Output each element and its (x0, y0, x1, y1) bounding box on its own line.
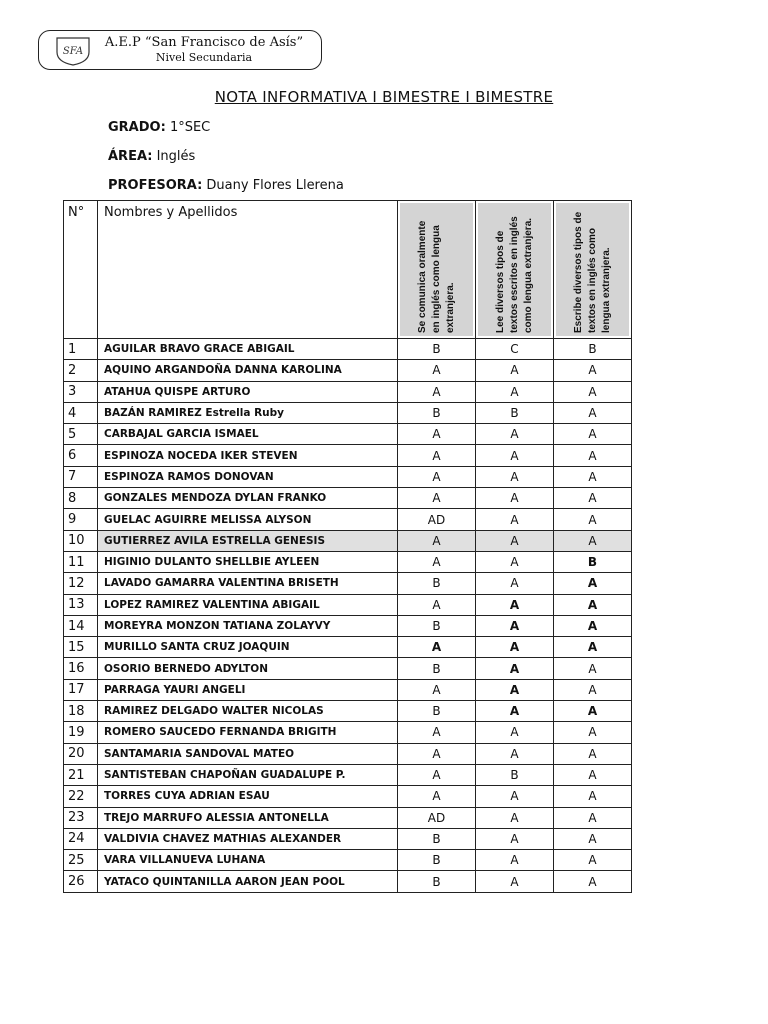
school-level: Nivel Secundaria (155, 51, 253, 64)
table-row (64, 850, 632, 871)
student-name: ROMERO SAUCEDO FERNANDA BRIGITH (98, 722, 398, 743)
grade-cell-competency-3: A (554, 701, 632, 722)
grade-cell-competency-1: B (398, 701, 476, 722)
table-row (64, 701, 632, 722)
row-number: 24 (64, 828, 98, 849)
grade-cell-competency-1: AD (398, 509, 476, 530)
table-header-row (64, 201, 632, 339)
row-number: 9 (64, 509, 98, 530)
student-name: SANTAMARIA SANDOVAL MATEO (98, 743, 398, 764)
row-number: 4 (64, 402, 98, 423)
grade-cell-competency-3: A (554, 424, 632, 445)
grade-cell-competency-2: A (476, 807, 554, 828)
student-name: HIGINIO DULANTO SHELLBIE AYLEEN (98, 551, 398, 572)
table-row (64, 360, 632, 381)
table-row (64, 424, 632, 445)
grade-cell-competency-3: A (554, 509, 632, 530)
grade-cell-competency-3: A (554, 764, 632, 785)
row-number: 5 (64, 424, 98, 445)
grade-cell-competency-2: A (476, 786, 554, 807)
grade-cell-competency-3: A (554, 743, 632, 764)
grade-cell-competency-1: A (398, 445, 476, 466)
grade-cell-competency-1: A (398, 381, 476, 402)
student-name: GUELAC AGUIRRE MELISSA ALYSON (98, 509, 398, 530)
grade-cell-competency-3: A (554, 381, 632, 402)
student-name: MOREYRA MONZON TATIANA ZOLAYVY (98, 615, 398, 636)
grade-cell-competency-3: A (554, 573, 632, 594)
area-value: Inglés (156, 149, 196, 164)
grade-cell-competency-1: A (398, 360, 476, 381)
grade-cell-competency-3: A (554, 594, 632, 615)
table-row (64, 573, 632, 594)
row-number: 16 (64, 658, 98, 679)
table-row (64, 679, 632, 700)
row-number: 25 (64, 850, 98, 871)
profesora-line (108, 178, 344, 193)
grade-cell-competency-2: A (476, 573, 554, 594)
student-name: CARBAJAL GARCIA ISMAEL (98, 424, 398, 445)
table-row (64, 743, 632, 764)
grade-cell-competency-2: A (476, 509, 554, 530)
grade-cell-competency-1: AD (398, 807, 476, 828)
student-name: TREJO MARRUFO ALESSIA ANTONELLA (98, 807, 398, 828)
row-number: 23 (64, 807, 98, 828)
row-number: 11 (64, 551, 98, 572)
row-number: 19 (64, 722, 98, 743)
grade-cell-competency-1: A (398, 466, 476, 487)
grade-cell-competency-3: A (554, 402, 632, 423)
row-number: 26 (64, 871, 98, 892)
grade-cell-competency-3: A (554, 637, 632, 658)
row-number: 14 (64, 615, 98, 636)
grade-cell-competency-1: B (398, 402, 476, 423)
grado-label: GRADO: (108, 120, 166, 135)
grade-cell-competency-2: A (476, 743, 554, 764)
student-name: MURILLO SANTA CRUZ JOAQUIN (98, 637, 398, 658)
table-row (64, 807, 632, 828)
grade-cell-competency-1: A (398, 488, 476, 509)
student-name: ESPINOZA RAMOS DONOVAN (98, 466, 398, 487)
grade-cell-competency-2: A (476, 360, 554, 381)
area-line (108, 149, 195, 164)
grade-cell-competency-2: C (476, 339, 554, 360)
table-row (64, 615, 632, 636)
student-name: VARA VILLANUEVA LUHANA (98, 850, 398, 871)
table-row (64, 339, 632, 360)
student-name: GUTIERREZ AVILA ESTRELLA GENESIS (98, 530, 398, 551)
table-row (64, 402, 632, 423)
student-name: AGUILAR BRAVO GRACE ABIGAIL (98, 339, 398, 360)
student-name: RAMIREZ DELGADO WALTER NICOLAS (98, 701, 398, 722)
row-number: 2 (64, 360, 98, 381)
header-name: Nombres y Apellidos (98, 201, 398, 339)
grade-cell-competency-1: A (398, 679, 476, 700)
row-number: 7 (64, 466, 98, 487)
competency-1-label: Se comunica oralmente en inglés como lengua extranjera. (416, 220, 456, 333)
grade-cell-competency-3: B (554, 551, 632, 572)
grade-cell-competency-2: A (476, 551, 554, 572)
grades-table (63, 200, 632, 893)
grade-cell-competency-3: A (554, 871, 632, 892)
profesora-label: PROFESORA: (108, 178, 203, 193)
page-title: NOTA INFORMATIVA I BIMESTRE I BIMESTRE (214, 88, 554, 106)
student-name: ATAHUA QUISPE ARTURO (98, 381, 398, 402)
profesora-value: Duany Flores Llerena (206, 178, 344, 193)
grade-cell-competency-3: A (554, 722, 632, 743)
header-competency-3 (554, 201, 632, 339)
row-number: 20 (64, 743, 98, 764)
grade-cell-competency-2: A (476, 594, 554, 615)
competency-2-label: Lee diversos tipos de textos escritos en inglés como lengua extranjera. (494, 215, 534, 333)
row-number: 12 (64, 573, 98, 594)
table-row (64, 488, 632, 509)
header-competency-1 (398, 201, 476, 339)
student-name: VALDIVIA CHAVEZ MATHIAS ALEXANDER (98, 828, 398, 849)
grade-cell-competency-2: A (476, 445, 554, 466)
grade-cell-competency-1: B (398, 339, 476, 360)
table-row (64, 530, 632, 551)
student-name: LAVADO GAMARRA VALENTINA BRISETH (98, 573, 398, 594)
table-row (64, 871, 632, 892)
grade-cell-competency-3: A (554, 615, 632, 636)
school-header (38, 30, 322, 70)
row-number: 13 (64, 594, 98, 615)
row-number: 8 (64, 488, 98, 509)
grade-cell-competency-1: B (398, 573, 476, 594)
grade-cell-competency-3: A (554, 828, 632, 849)
student-name: AQUINO ARGANDOÑA DANNA KAROLINA (98, 360, 398, 381)
table-row (64, 764, 632, 785)
row-number: 21 (64, 764, 98, 785)
table-row (64, 551, 632, 572)
row-number: 15 (64, 637, 98, 658)
grade-cell-competency-2: A (476, 637, 554, 658)
table-row (64, 594, 632, 615)
table-row (64, 381, 632, 402)
grade-cell-competency-2: A (476, 530, 554, 551)
table-row (64, 658, 632, 679)
student-name: PARRAGA YAURI ANGELI (98, 679, 398, 700)
grade-cell-competency-2: A (476, 424, 554, 445)
school-logo-icon (53, 34, 93, 66)
logo-text: SFA (62, 46, 84, 57)
student-name: LOPEZ RAMIREZ VALENTINA ABIGAIL (98, 594, 398, 615)
grade-cell-competency-3: A (554, 530, 632, 551)
header-competency-2 (476, 201, 554, 339)
grado-value: 1°SEC (169, 120, 211, 135)
row-number: 18 (64, 701, 98, 722)
grade-cell-competency-3: A (554, 850, 632, 871)
grade-cell-competency-1: B (398, 615, 476, 636)
student-name: BAZÁN RAMIREZ Estrella Ruby (98, 402, 398, 423)
grade-cell-competency-2: A (476, 828, 554, 849)
grade-cell-competency-2: A (476, 658, 554, 679)
table-row (64, 509, 632, 530)
grade-cell-competency-3: A (554, 658, 632, 679)
grade-cell-competency-2: A (476, 679, 554, 700)
grade-cell-competency-3: A (554, 786, 632, 807)
grado-line (108, 120, 210, 135)
grade-cell-competency-2: A (476, 381, 554, 402)
table-row (64, 722, 632, 743)
table-row (64, 445, 632, 466)
grade-cell-competency-2: A (476, 615, 554, 636)
grade-cell-competency-1: B (398, 658, 476, 679)
student-name: SANTISTEBAN CHAPOÑAN GUADALUPE P. (98, 764, 398, 785)
grade-cell-competency-2: A (476, 850, 554, 871)
grade-cell-competency-2: A (476, 722, 554, 743)
grade-cell-competency-1: A (398, 786, 476, 807)
student-name: TORRES CUYA ADRIAN ESAU (98, 786, 398, 807)
grade-cell-competency-1: A (398, 637, 476, 658)
table-row (64, 637, 632, 658)
school-name: A.E.P “San Francisco de Asís” (104, 35, 304, 50)
row-number: 10 (64, 530, 98, 551)
grade-cell-competency-2: A (476, 871, 554, 892)
grade-cell-competency-3: A (554, 360, 632, 381)
row-number: 3 (64, 381, 98, 402)
grade-cell-competency-1: A (398, 424, 476, 445)
grade-cell-competency-3: A (554, 466, 632, 487)
grade-cell-competency-1: A (398, 530, 476, 551)
grade-cell-competency-3: A (554, 445, 632, 466)
header-num: N° (64, 201, 98, 339)
student-name: GONZALES MENDOZA DYLAN FRANKO (98, 488, 398, 509)
grade-cell-competency-1: B (398, 850, 476, 871)
grade-cell-competency-3: A (554, 679, 632, 700)
grade-cell-competency-1: B (398, 871, 476, 892)
table-row (64, 828, 632, 849)
grade-cell-competency-3: A (554, 488, 632, 509)
grade-cell-competency-3: A (554, 807, 632, 828)
row-number: 1 (64, 339, 98, 360)
grade-cell-competency-1: A (398, 594, 476, 615)
grade-cell-competency-1: A (398, 743, 476, 764)
area-label: ÁREA: (108, 149, 153, 164)
grade-cell-competency-2: A (476, 466, 554, 487)
grade-cell-competency-1: A (398, 551, 476, 572)
grade-cell-competency-1: A (398, 764, 476, 785)
competency-3-label: Escribe diversos tipos de textos en inglés como lengua extranjera. (572, 211, 612, 333)
grade-cell-competency-2: B (476, 764, 554, 785)
student-name: YATACO QUINTANILLA AARON JEAN POOL (98, 871, 398, 892)
grade-cell-competency-2: B (476, 402, 554, 423)
student-name: ESPINOZA NOCEDA IKER STEVEN (98, 445, 398, 466)
table-row (64, 786, 632, 807)
student-name: OSORIO BERNEDO ADYLTON (98, 658, 398, 679)
grade-cell-competency-2: A (476, 488, 554, 509)
row-number: 22 (64, 786, 98, 807)
row-number: 17 (64, 679, 98, 700)
grade-cell-competency-1: B (398, 828, 476, 849)
table-row (64, 466, 632, 487)
grade-cell-competency-1: A (398, 722, 476, 743)
grade-cell-competency-2: A (476, 701, 554, 722)
grade-cell-competency-3: B (554, 339, 632, 360)
row-number: 6 (64, 445, 98, 466)
